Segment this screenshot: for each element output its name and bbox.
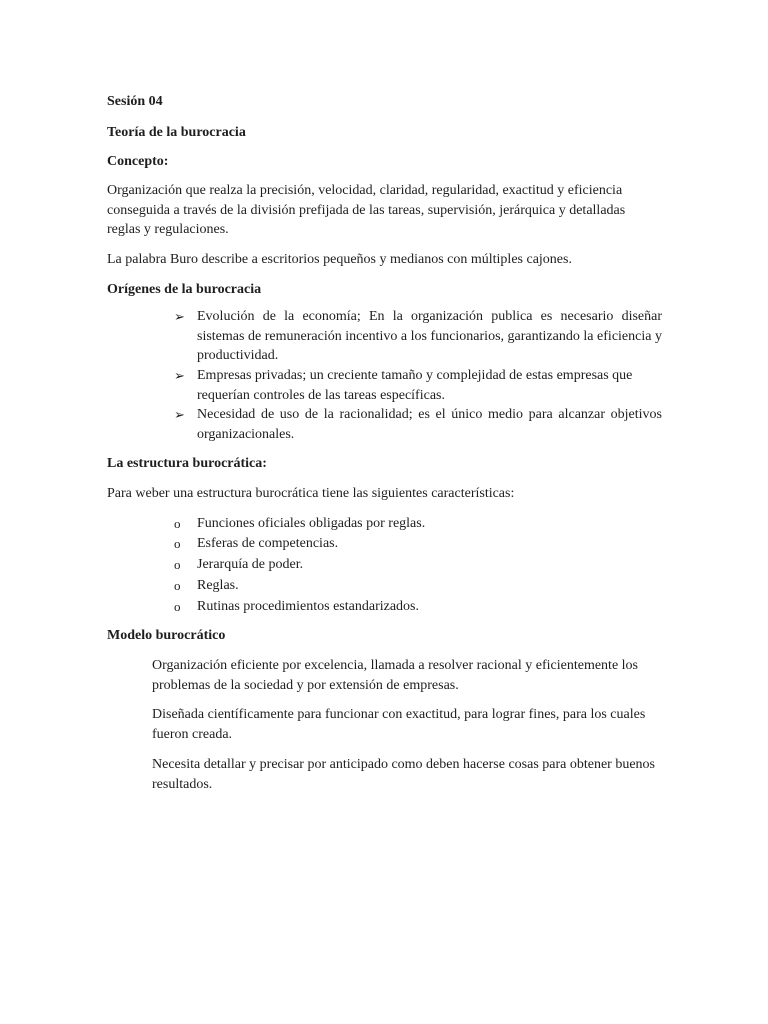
modelo-paragraph: Necesita detallar y precisar por anticipado como deben hacerse cosas para obtener buenos resultados. (152, 757, 655, 792)
circle-bullet-icon: o (174, 578, 181, 593)
estructura-item-text: Jerarquía de poder. (197, 557, 304, 572)
concepto-heading: Concepto: (107, 154, 169, 169)
origenes-item (174, 366, 662, 405)
arrow-bullet-icon: ➢ (174, 407, 185, 422)
estructura-item-text: Funciones oficiales obligadas por reglas. (197, 516, 426, 531)
arrow-bullet-icon: ➢ (174, 368, 185, 383)
origenes-item (174, 307, 662, 366)
concepto-paragraph: Organización que realza la precisión, velocidad, claridad, regularidad, exactitud y eficiencia conseguida a través de la división prefijada de las tareas, supervisión, jerárquica y detalladas reglas y regulaciones. (107, 183, 626, 237)
circle-bullet-icon: o (174, 599, 181, 614)
modelo-paragraph: Diseñada científicamente para funcionar con exactitud, para lograr fines, para los cuales fueron creada. (152, 707, 646, 742)
origenes-item-text: Empresas privadas; un creciente tamaño y complejidad de estas empresas que requerían controles de las tareas específicas. (197, 368, 633, 403)
estructura-item (174, 555, 303, 575)
origenes-heading: Orígenes de la burocracia (107, 282, 262, 297)
estructura-item-text: Rutinas procedimientos estandarizados. (197, 599, 419, 614)
buro-note: La palabra Buro describe a escritorios pequeños y medianos con múltiples cajones. (107, 252, 572, 267)
estructura-item (174, 576, 239, 596)
circle-bullet-icon: o (174, 557, 181, 572)
estructura-heading: La estructura burocrática: (107, 456, 267, 471)
estructura-item (174, 597, 419, 617)
estructura-item (174, 534, 338, 554)
estructura-item (174, 514, 425, 534)
circle-bullet-icon: o (174, 516, 181, 531)
estructura-intro: Para weber una estructura burocrática tiene las siguientes características: (107, 486, 515, 501)
document-title: Teoría de la burocracia (107, 125, 246, 140)
circle-bullet-icon: o (174, 536, 181, 551)
origenes-item-text: Evolución de la economía; En la organización publica es necesario diseñar sistemas de remuneración incentivo a los funcionarios, garantizando la eficiencia y productividad. (197, 309, 662, 363)
session-title: Sesión 04 (107, 94, 163, 109)
origenes-item-text: Necesidad de uso de la racionalidad; es el único medio para alcanzar objetivos organizacionales. (197, 407, 662, 442)
modelo-heading: Modelo burocrático (107, 628, 226, 643)
modelo-paragraph: Organización eficiente por excelencia, llamada a resolver racional y eficientemente los problemas de la sociedad y por extensión de empresas. (152, 658, 638, 693)
estructura-item-text: Reglas. (197, 578, 239, 593)
estructura-item-text: Esferas de competencias. (197, 536, 339, 551)
arrow-bullet-icon: ➢ (174, 309, 185, 324)
origenes-item (174, 405, 662, 444)
